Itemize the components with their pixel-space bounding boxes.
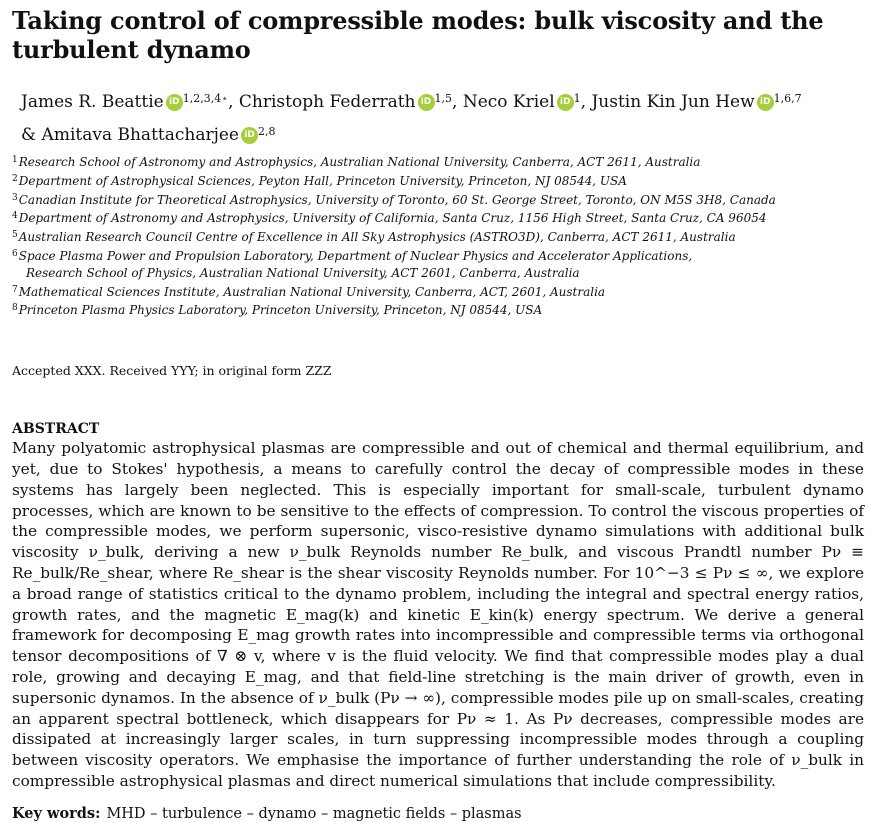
affiliation-number: 7 bbox=[12, 284, 18, 295]
affiliation-item bbox=[12, 246, 864, 265]
orcid-icon[interactable]: iD bbox=[418, 94, 435, 111]
accepted-line: Accepted XXX. Received YYY; in original form ZZZ bbox=[12, 363, 332, 379]
orcid-icon[interactable]: iD bbox=[166, 94, 183, 111]
affiliation-number: 8 bbox=[12, 303, 18, 314]
keywords-text: MHD – turbulence – dynamo – magnetic fields – plasmas bbox=[106, 805, 522, 822]
affiliation-number: 5 bbox=[12, 230, 18, 241]
affiliation-item bbox=[12, 282, 864, 301]
affiliation-item bbox=[12, 152, 864, 171]
affiliation-text: Canadian Institute for Theoretical Astrophysics, University of Toronto, 60 St. George Street, Toronto, ON M5S 3H8, Canada bbox=[18, 192, 776, 207]
author-3 bbox=[463, 92, 581, 112]
author-sep: , bbox=[228, 92, 239, 112]
orcid-icon[interactable]: iD bbox=[241, 127, 258, 144]
author-affil-sup: 2,8 bbox=[258, 125, 276, 138]
author-sep: , bbox=[452, 92, 463, 112]
affiliation-text: Research School of Astronomy and Astrophysics, Australian National University, Canberra, ACT 2611, Australia bbox=[18, 155, 701, 169]
affiliation-item bbox=[12, 227, 864, 246]
author-list bbox=[21, 84, 864, 150]
keywords-line bbox=[12, 805, 864, 822]
orcid-icon[interactable]: iD bbox=[557, 94, 574, 111]
affiliation-item-continued bbox=[12, 265, 864, 282]
affiliation-text: Department of Astrophysical Sciences, Peyton Hall, Princeton University, Princeton, NJ 08544, USA bbox=[18, 173, 627, 188]
affiliation-number: 4 bbox=[12, 211, 18, 222]
affiliation-text: Research School of Physics, Australian National University, ACT 2601, Canberra, Australia bbox=[26, 265, 580, 280]
abstract-body: Many polyatomic astrophysical plasmas are compressible and out of chemical and thermal equilibrium, and yet, due to Stokes' hypothesis, a means to carefully control the decay of compressible modes in these systems has largely been neglected. This is especially important for small-scale, turbulent dynamo processes, which are known to be sensitive to the effects of compression. To control the viscous properties of the compressible modes, we perform supersonic, visco-resistive dynamo simulations with additional bulk viscosity ν_bulk, deriving a new ν_bulk Reynolds number Re_bulk, and viscous Prandtl number Pν ≡ Re_bulk/Re_shear, where Re_shear is the shear viscosity Reynolds number. For 10^−3 ≤ Pν ≤ ∞, we explore a broad range of statistics critical to the dynamo problem, including the integral and spectral energy ratios, growth rates, and the magnetic E_mag(k) and kinetic E_kin(k) energy spectrum. We derive a general framework for decomposing E_mag growth rates into incompressible and compressible terms via orthogonal tensor decompositions of ∇ ⊗ v, where v is the fluid velocity. We find that compressible modes play a dual role, growing and decaying E_mag, and that field-line stretching is the main driver of growth, even in supersonic dynamos. In the absence of ν_bulk (Pν → ∞), compressible modes pile up on small-scales, creating an apparent spectral bottleneck, which disappears for Pν ≈ 1. As Pν decreases, compressible modes are dissipated at increasingly larger scales, in turn suppressing incompressible modes through a coupling between viscosity operators. We emphasise the importance of further understanding the role of ν_bulk in compressible astrophysical plasmas and direct numerical simulations that include compressibility. bbox=[12, 439, 864, 790]
affiliation-item bbox=[12, 171, 864, 190]
author-sep: & bbox=[21, 125, 42, 145]
author-name: Christoph Federrath bbox=[238, 92, 416, 112]
author-name: Neco Kriel bbox=[462, 92, 555, 112]
affiliation-item bbox=[12, 300, 864, 319]
affiliation-item bbox=[12, 208, 864, 227]
author-affil-sup: 1,5 bbox=[434, 92, 452, 105]
author-sep: , bbox=[580, 92, 592, 112]
paper-title: Taking control of compressible modes: bulk viscosity and the turbulent dynamo bbox=[12, 6, 824, 64]
keywords-label: Key words: bbox=[12, 804, 101, 822]
author-1 bbox=[21, 92, 228, 112]
affiliation-text: Department of Astronomy and Astrophysics, University of California, Santa Cruz, 1156 High Street, Santa Cruz, CA 96054 bbox=[18, 211, 767, 226]
abstract-heading: ABSTRACT bbox=[12, 421, 100, 438]
corresponding-star-icon[interactable]: ⋆ bbox=[221, 92, 229, 105]
affiliation-number: 6 bbox=[12, 248, 18, 259]
author-name: Justin Kin Jun Hew bbox=[591, 92, 755, 112]
affiliation-text: Mathematical Sciences Institute, Australian National University, Canberra, ACT, 2601, Australia bbox=[18, 284, 606, 299]
author-5 bbox=[21, 125, 276, 145]
author-affil-sup: 1 bbox=[573, 92, 581, 105]
orcid-icon[interactable]: iD bbox=[757, 94, 774, 111]
affiliation-number: 3 bbox=[12, 192, 18, 203]
affiliation-item bbox=[12, 190, 864, 209]
author-affil-sup: 1,6,7 bbox=[773, 92, 802, 105]
author-name: James R. Beattie bbox=[21, 92, 164, 112]
affiliation-text: Princeton Plasma Physics Laboratory, Princeton University, Princeton, NJ 08544, USA bbox=[18, 303, 543, 318]
affiliation-number: 2 bbox=[12, 173, 18, 184]
author-4 bbox=[591, 92, 801, 112]
author-2 bbox=[239, 92, 452, 112]
author-affil-sup: 1,2,3,4 bbox=[182, 92, 222, 105]
affiliation-number: 1 bbox=[12, 155, 18, 165]
affiliation-text: Australian Research Council Centre of Excellence in All Sky Astrophysics (ASTRO3D), Canberra, ACT 2611, Australia bbox=[18, 230, 736, 245]
affiliation-text: Space Plasma Power and Propulsion Laboratory, Department of Nuclear Physics and Accelerator Applications, bbox=[18, 248, 693, 263]
paper-page bbox=[12, 6, 864, 822]
author-name: Amitava Bhattacharjee bbox=[41, 125, 239, 145]
affiliation-list bbox=[12, 152, 864, 319]
